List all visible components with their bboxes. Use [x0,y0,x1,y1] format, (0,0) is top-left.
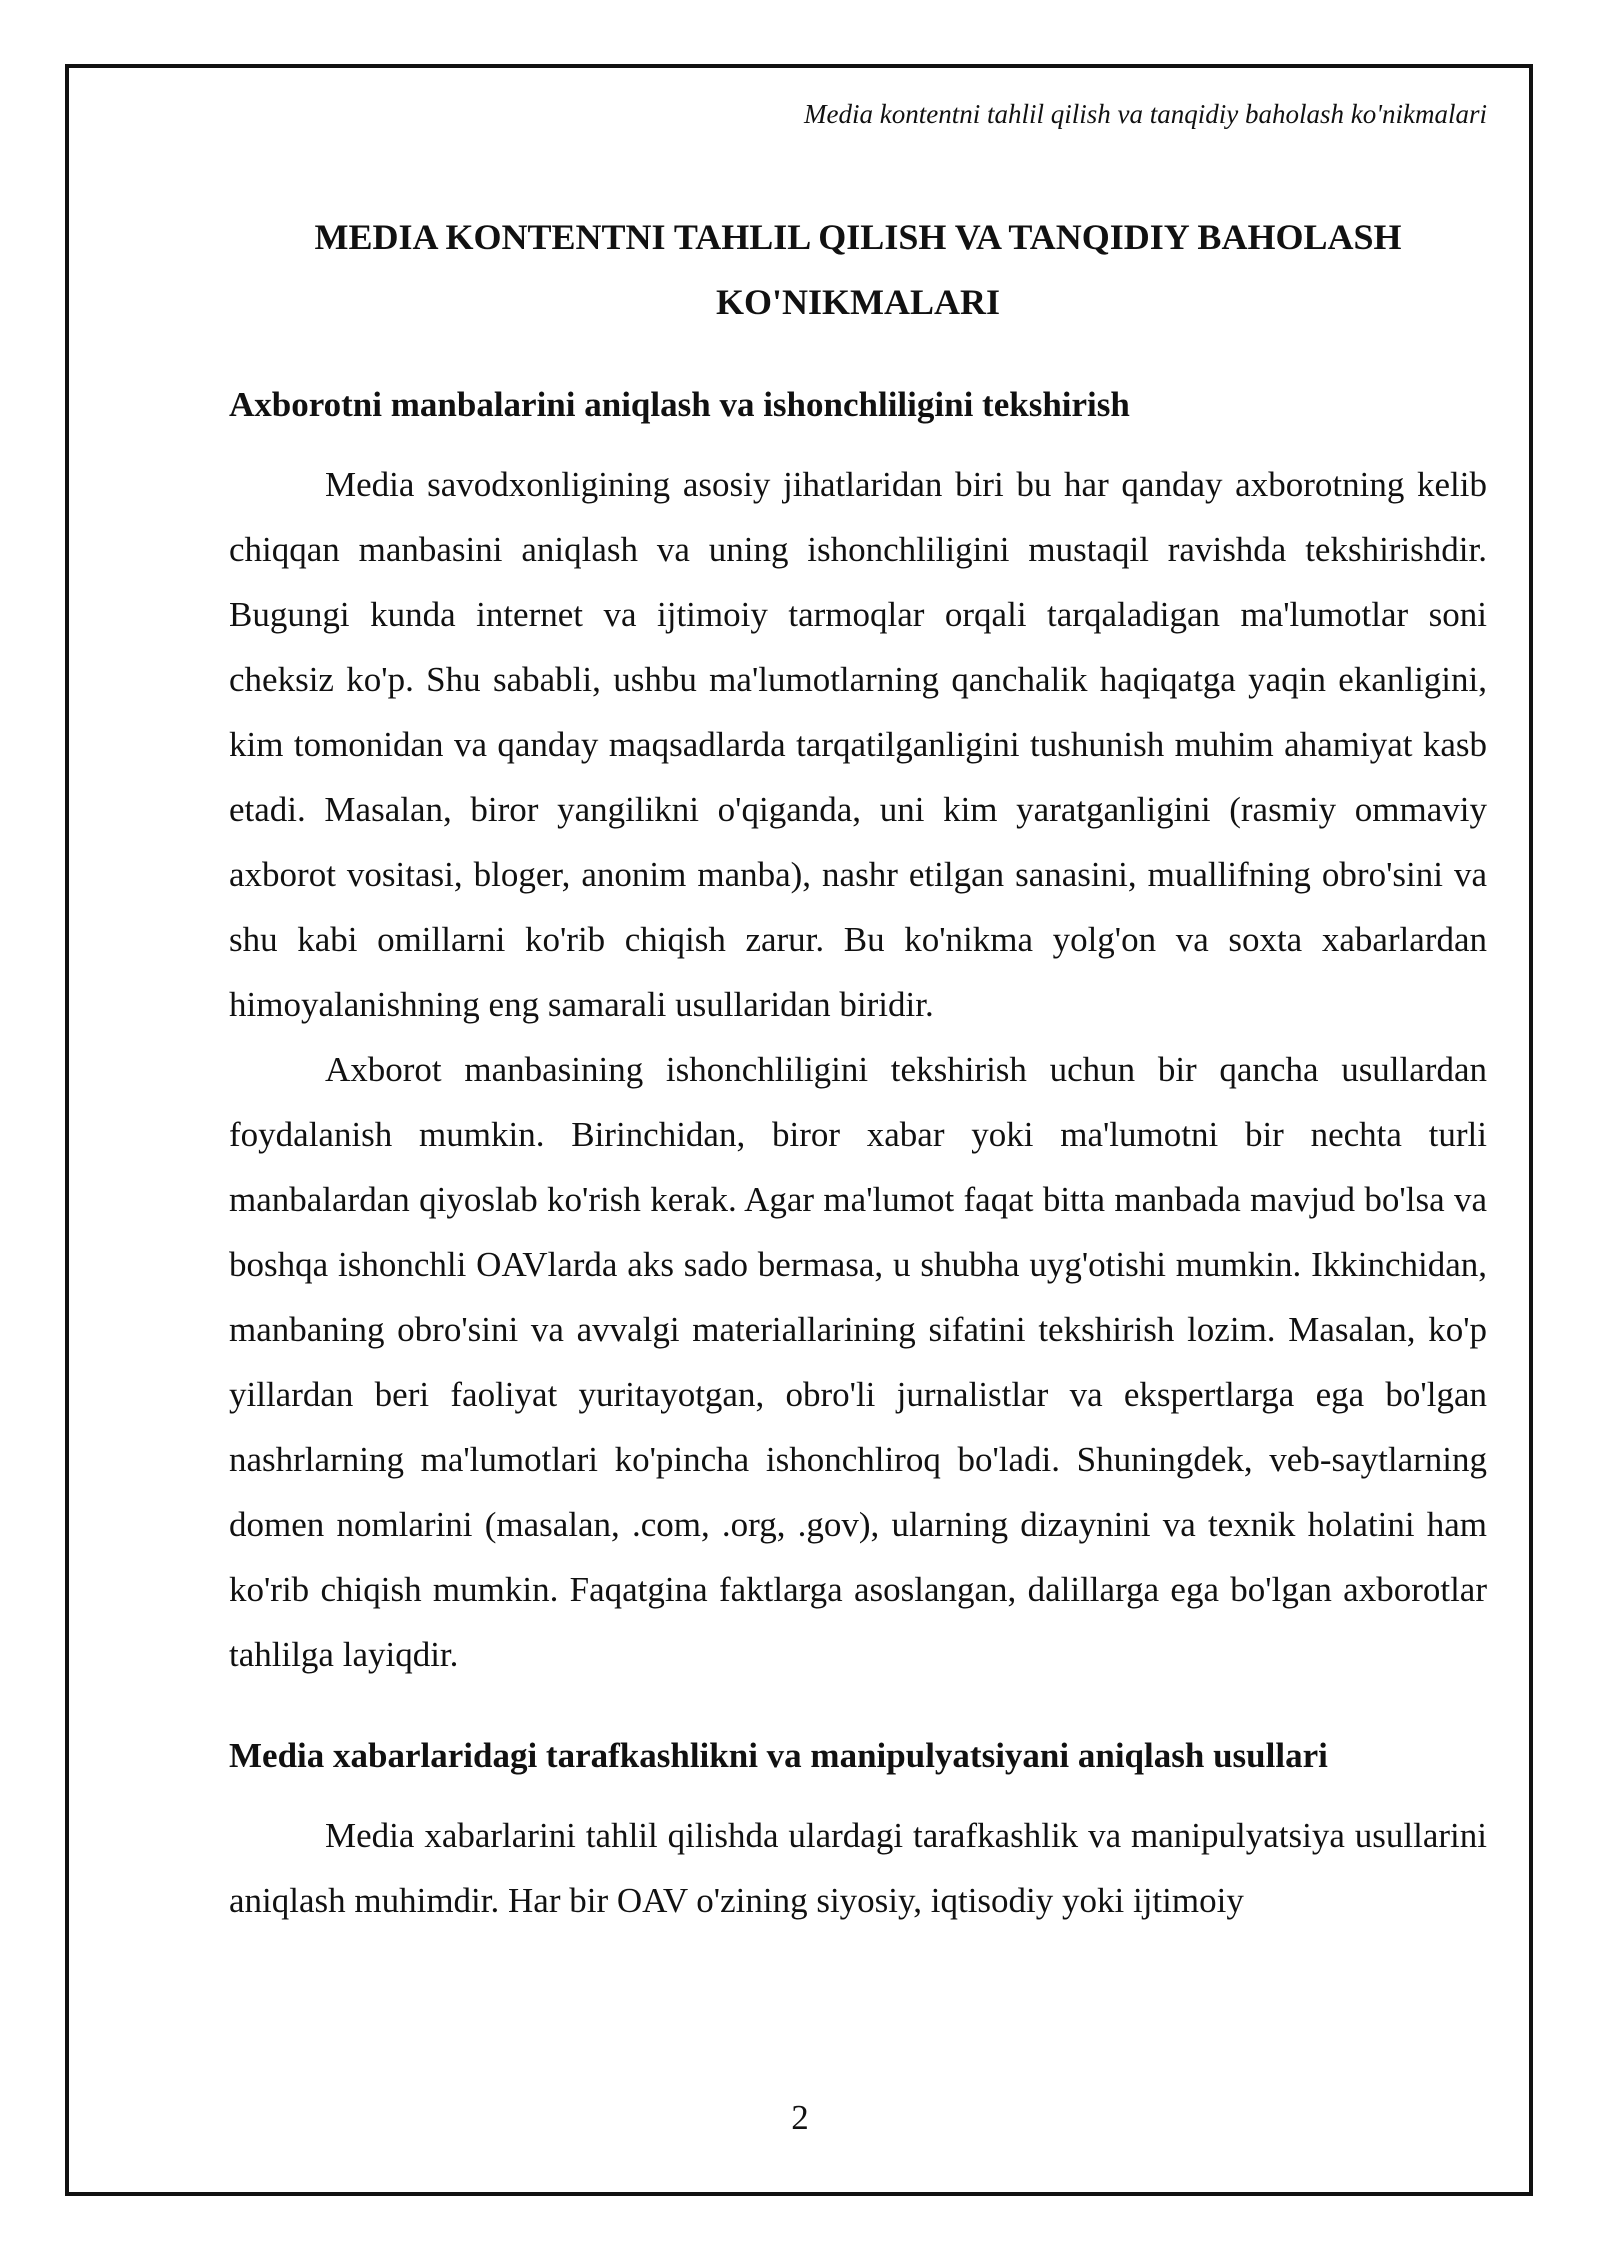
page-content [229,205,1487,1933]
document-title: MEDIA KONTENTNI TAHLIL QILISH VA TANQIDIY BAHOLASH KO'NIKMALARI [314,217,1402,322]
running-header: Media kontentni tahlil qilish va tanqidiy baholash ko'nikmalari [804,99,1487,129]
paragraph: Axborot manbasining ishonchliligini tekshirish uchun bir qancha usullardan foydalanish mumkin. Birinchidan, biror xabar yoki ma'lumotni bir nechta turli manbalardan qiyoslab ko'rish kerak. Agar ma'lumot faqat bitta manbada mavjud bo'lsa va boshqa ishonchli OAVlarda aks sado bermasa, u shubha uyg'otishi mumkin. Ikkinchidan, manbaning obro'sini va avvalgi materiallarining sifatini tekshirish lozim. Masalan, ko'p yillardan beri faoliyat yuritayotgan, obro'li jurnalistlar va ekspertlarga ega bo'lgan nashrlarning ma'lumotlari ko'pincha ishonchliroq bo'ladi. Shuningdek, veb-saytlarning domen nomlarini (masalan, .com, .org, .gov), ularning dizaynini va texnik holatini ham ko'rib chiqish mumkin. Faqatgina faktlarga asoslangan, dalillarga ega bo'lgan axborotlar tahlilga layiqdir. [229,1050,1487,1674]
paragraph: Media savodxonligining asosiy jihatlaridan biri bu har qanday axborotning kelib chiqqan manbasini aniqlash va uning ishonchliligini mustaqil ravishda tekshirishdir. Bugungi kunda internet va ijtimoiy tarmoqlar orqali tarqaladigan ma'lumotlar soni cheksiz ko'p. Shu sababli, ushbu ma'lumotlarning qanchalik haqiqatga yaqin ekanligini, kim tomonidan va qanday maqsadlarda tarqatilganligini tushunish muhim ahamiyat kasb etadi. Masalan, biror yangilikni o'qiganda, uni kim yaratganligini (rasmiy ommaviy axborot vositasi, bloger, anonim manba), nashr etilgan sanasini, muallifning obro'sini va shu kabi omillarni ko'rib chiqish zarur. Bu ko'nikma yolg'on va soxta xabarlardan himoyalanishning eng samarali usullaridan biridir. [229,465,1487,1024]
section-heading-bias: Media xabarlaridagi tarafkashlikni va manipulyatsiyani aniqlash usullari [229,1736,1328,1775]
page-number: 2 [791,2098,809,2137]
paragraph: Media xabarlarini tahlil qilishda ulardagi tarafkashlik va manipulyatsiya usullarini aniqlash muhimdir. Har bir OAV o'zining siyosiy, iqtisodiy yoki ijtimoiy [229,1816,1487,1920]
section-heading-sources: Axborotni manbalarini aniqlash va ishonchliligini tekshirish [229,385,1130,424]
